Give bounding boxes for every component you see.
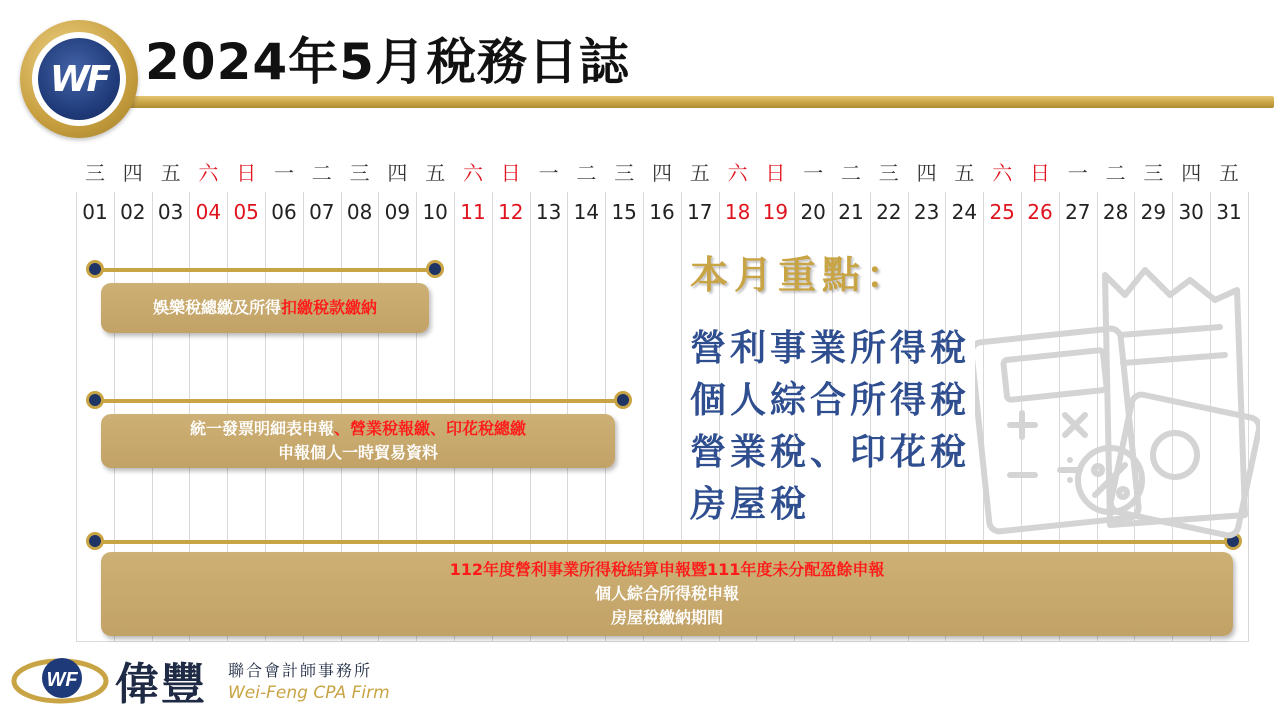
day-number: 20 — [800, 200, 826, 224]
event1-end-dot — [426, 260, 444, 278]
event2-box — [101, 414, 615, 468]
day-number: 24 — [951, 200, 978, 224]
page-title: 2024年5月稅務日誌 — [145, 33, 630, 91]
day-number: 19 — [762, 200, 789, 224]
focus-item-4: 房屋稅 — [690, 483, 811, 525]
day-number: 21 — [838, 200, 864, 224]
footer-firm-english: Wei-Feng CPA Firm — [228, 683, 390, 703]
day-number: 22 — [876, 200, 902, 224]
event1-start-dot — [86, 260, 104, 278]
event1-box — [101, 283, 429, 333]
weekday-label: 四 — [387, 161, 408, 185]
day-number: 06 — [271, 200, 297, 224]
weekday-label: 一 — [538, 161, 559, 185]
day-number: 15 — [611, 200, 637, 224]
day-number: 07 — [309, 200, 335, 224]
weekday-label: 一 — [274, 161, 294, 185]
event2-timeline — [95, 399, 625, 403]
weekday-label: 一 — [1067, 161, 1088, 185]
day-number: 28 — [1102, 200, 1129, 224]
day-number: 10 — [422, 200, 448, 224]
weekday-label: 日 — [500, 161, 521, 185]
weekday-label: 三 — [878, 161, 899, 185]
weekday-label: 五 — [1219, 161, 1239, 185]
day-number: 14 — [573, 200, 600, 224]
weekday-label: 五 — [425, 161, 446, 185]
weekday-label: 一 — [803, 161, 824, 185]
weekday-label: 二 — [576, 161, 597, 185]
footer-logo-mark: WF — [46, 669, 78, 691]
day-number: 16 — [649, 200, 675, 224]
weekday-label: 五 — [689, 161, 710, 185]
logo-mark: WF — [38, 38, 120, 120]
weekday-label: 五 — [160, 161, 181, 185]
event1-timeline — [95, 268, 435, 272]
weekday-label: 四 — [652, 161, 672, 185]
tax-illustration — [975, 255, 1260, 545]
weekday-label: 四 — [916, 161, 937, 185]
day-number: 26 — [1027, 200, 1053, 224]
day-number: 13 — [535, 200, 562, 224]
day-number: 18 — [724, 200, 751, 224]
event1-text: 娛樂稅總繳及所得 — [152, 298, 281, 317]
weekday-label: 五 — [954, 161, 975, 185]
weekday-label: 六 — [198, 161, 219, 185]
focus-item-3: 營業稅、印花稅 — [690, 431, 971, 473]
day-number: 31 — [1216, 200, 1242, 224]
day-number: 05 — [233, 200, 259, 224]
weekday-label: 六 — [463, 161, 483, 185]
weekday-label: 四 — [122, 161, 143, 185]
firm-logo — [20, 20, 138, 138]
focus-item-2: 個人綜合所得稅 — [690, 379, 971, 421]
event3-box — [101, 552, 1233, 636]
event2-line2: 申報個人一時貿易資料 — [277, 443, 438, 462]
event1-text-highlight: 扣繳稅款繳納 — [281, 298, 378, 317]
weekday-label: 三 — [349, 161, 370, 185]
day-number: 27 — [1065, 200, 1091, 224]
day-number: 08 — [346, 200, 373, 224]
event2-end-dot — [614, 391, 632, 409]
event3-line1: 112年度營利事業所得稅結算申報暨111年度未分配盈餘申報 — [449, 560, 885, 579]
weekday-label: 三 — [85, 161, 105, 185]
day-number: 03 — [157, 200, 184, 224]
weekday-label: 二 — [1105, 161, 1126, 185]
day-number: 02 — [120, 200, 146, 224]
weekday-label: 六 — [727, 161, 748, 185]
focus-item-1: 營利事業所得稅 — [690, 327, 971, 369]
event3-line3: 房屋稅繳納期間 — [610, 608, 723, 627]
event2-text-highlight: 、營業稅報繳、印花稅總繳 — [334, 419, 527, 438]
day-number: 12 — [498, 200, 524, 224]
footer-firm-name: 偉豐 — [115, 659, 207, 710]
day-number: 01 — [82, 200, 108, 224]
weekday-label: 日 — [1030, 161, 1050, 185]
day-number: 30 — [1178, 200, 1204, 224]
focus-title: 本月重點： — [690, 252, 911, 297]
grid-line — [76, 192, 77, 642]
event2-start-dot — [86, 391, 104, 409]
weekday-label: 日 — [236, 161, 257, 185]
event2-text: 統一發票明細表申報 — [189, 419, 334, 438]
weekday-label: 四 — [1181, 161, 1202, 185]
calculator-icon — [975, 328, 1140, 533]
day-number: 23 — [913, 200, 940, 224]
weekday-label: 二 — [311, 161, 332, 185]
day-number: 25 — [989, 200, 1015, 224]
day-number: 09 — [384, 200, 411, 224]
weekday-label: 二 — [841, 161, 861, 185]
weekday-label: 三 — [1143, 161, 1164, 185]
event3-start-dot — [86, 532, 104, 550]
footer-firm-subtitle: 聯合會計師事務所 — [228, 661, 373, 680]
grid-bottom-line — [76, 641, 1248, 642]
day-number: 17 — [687, 200, 713, 224]
day-number: 11 — [460, 200, 486, 224]
event3-line2: 個人綜合所得稅申報 — [594, 584, 739, 603]
weekday-label: 六 — [992, 161, 1013, 185]
header-divider-bar — [60, 96, 1274, 108]
footer-logo — [10, 648, 110, 714]
day-number: 04 — [195, 200, 222, 224]
weekday-label: 日 — [765, 161, 786, 185]
weekday-label: 三 — [614, 161, 635, 185]
day-number: 29 — [1140, 200, 1167, 224]
